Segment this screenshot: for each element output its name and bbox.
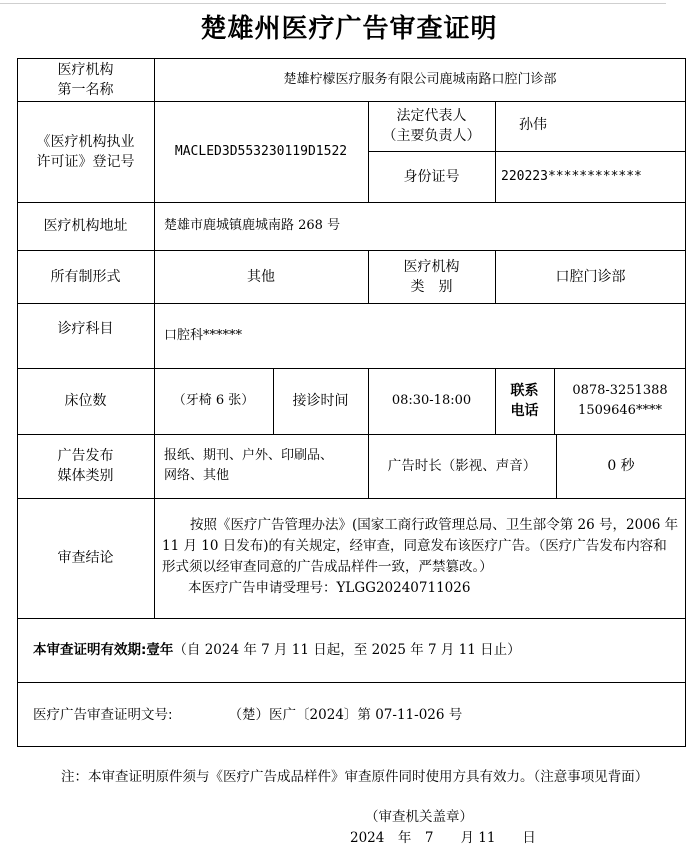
page-title: 楚雄州医疗广告审查证明 [200, 14, 498, 44]
validity-rest: （自 2024 年 7 月 11 日起，至 2025 年 7 月 11 日止） [173, 642, 521, 658]
license-label: 《医疗机构执业 许可证》登记号 [36, 133, 135, 170]
conclusion-text: 按照《医疗广告管理办法》(国家工商行政管理总局、卫生部令第 26 号，2006 年 11 月 10 日发布)的有关规定，经审查，同意发布该医疗广告。（医疗广告发布内容和形式须以经审查同意的广告成品样件一致，严禁篡改。） [162, 517, 679, 575]
acceptance-number: YLGG20240711026 [336, 580, 471, 596]
doc-number-line [33, 682, 683, 747]
departments-value: 口腔科****** [164, 328, 243, 343]
address-label: 医疗机构地址 [43, 218, 128, 234]
hours-value: 08:30-18:00 [391, 393, 472, 408]
ownership-value: 其他 [247, 268, 275, 285]
legal-rep-value: 孙伟 [519, 117, 547, 133]
institution-type-value: 口腔门诊部 [555, 268, 626, 285]
institution-name-value: 楚雄柠檬医疗服务有限公司鹿城南路口腔门诊部 [283, 71, 557, 87]
departments-label: 诊疗科目 [57, 321, 114, 337]
license-value: MACLED3D553230119D1522 [174, 143, 348, 159]
validity-bold: 壹年 [146, 642, 174, 658]
id-number-label: 身份证号 [403, 168, 460, 185]
institution-type-label: 医疗机构 类 别 [403, 258, 460, 295]
certificate-table [17, 58, 686, 747]
issue-date: 2024 年 7 月 11 日 [350, 830, 536, 846]
acceptance-prefix: 本医疗广告申请受理号： [188, 580, 337, 596]
ownership-label: 所有制形式 [50, 268, 121, 285]
duration-value: 0 秒 [607, 458, 635, 474]
doc-number-value: （楚）医广〔2024〕第 07-11-026 号 [228, 706, 463, 723]
phone-value: 0878-3251388 1509646**** [572, 383, 668, 418]
conclusion-label: 审查结论 [57, 550, 114, 566]
media-label: 广告发布 媒体类别 [57, 448, 114, 484]
page-top-border [0, 3, 666, 4]
hours-label: 接诊时间 [292, 393, 349, 409]
seal-text: （审查机关盖章） [365, 809, 473, 825]
beds-value: （牙椅 6 张） [172, 393, 255, 408]
id-number-value: 220223************ [501, 168, 642, 184]
address-value: 楚雄市鹿城镇鹿城南路 268 号 [164, 218, 341, 233]
footer-note: 注：本审查证明原件须与《医疗广告成品样件》审查原件同时使用方具有效力。（注意事项见背面） [61, 769, 649, 785]
beds-label: 床位数 [64, 393, 107, 409]
media-value: 报纸、期刊、户外、印刷品、 网络、其他 [164, 448, 334, 483]
validity-line [33, 618, 683, 682]
institution-name-label: 医疗机构 第一名称 [57, 61, 114, 98]
doc-number-label: 医疗广告审查证明文号: [33, 706, 173, 723]
duration-label: 广告时长（影视、声音） [387, 458, 537, 474]
acceptance-line [188, 578, 668, 599]
phone-label: 联系 电话 [510, 383, 539, 419]
validity-label: 本审查证明有效期: [33, 642, 147, 658]
legal-rep-label: 法定代表人 （主要负责人） [382, 108, 481, 144]
